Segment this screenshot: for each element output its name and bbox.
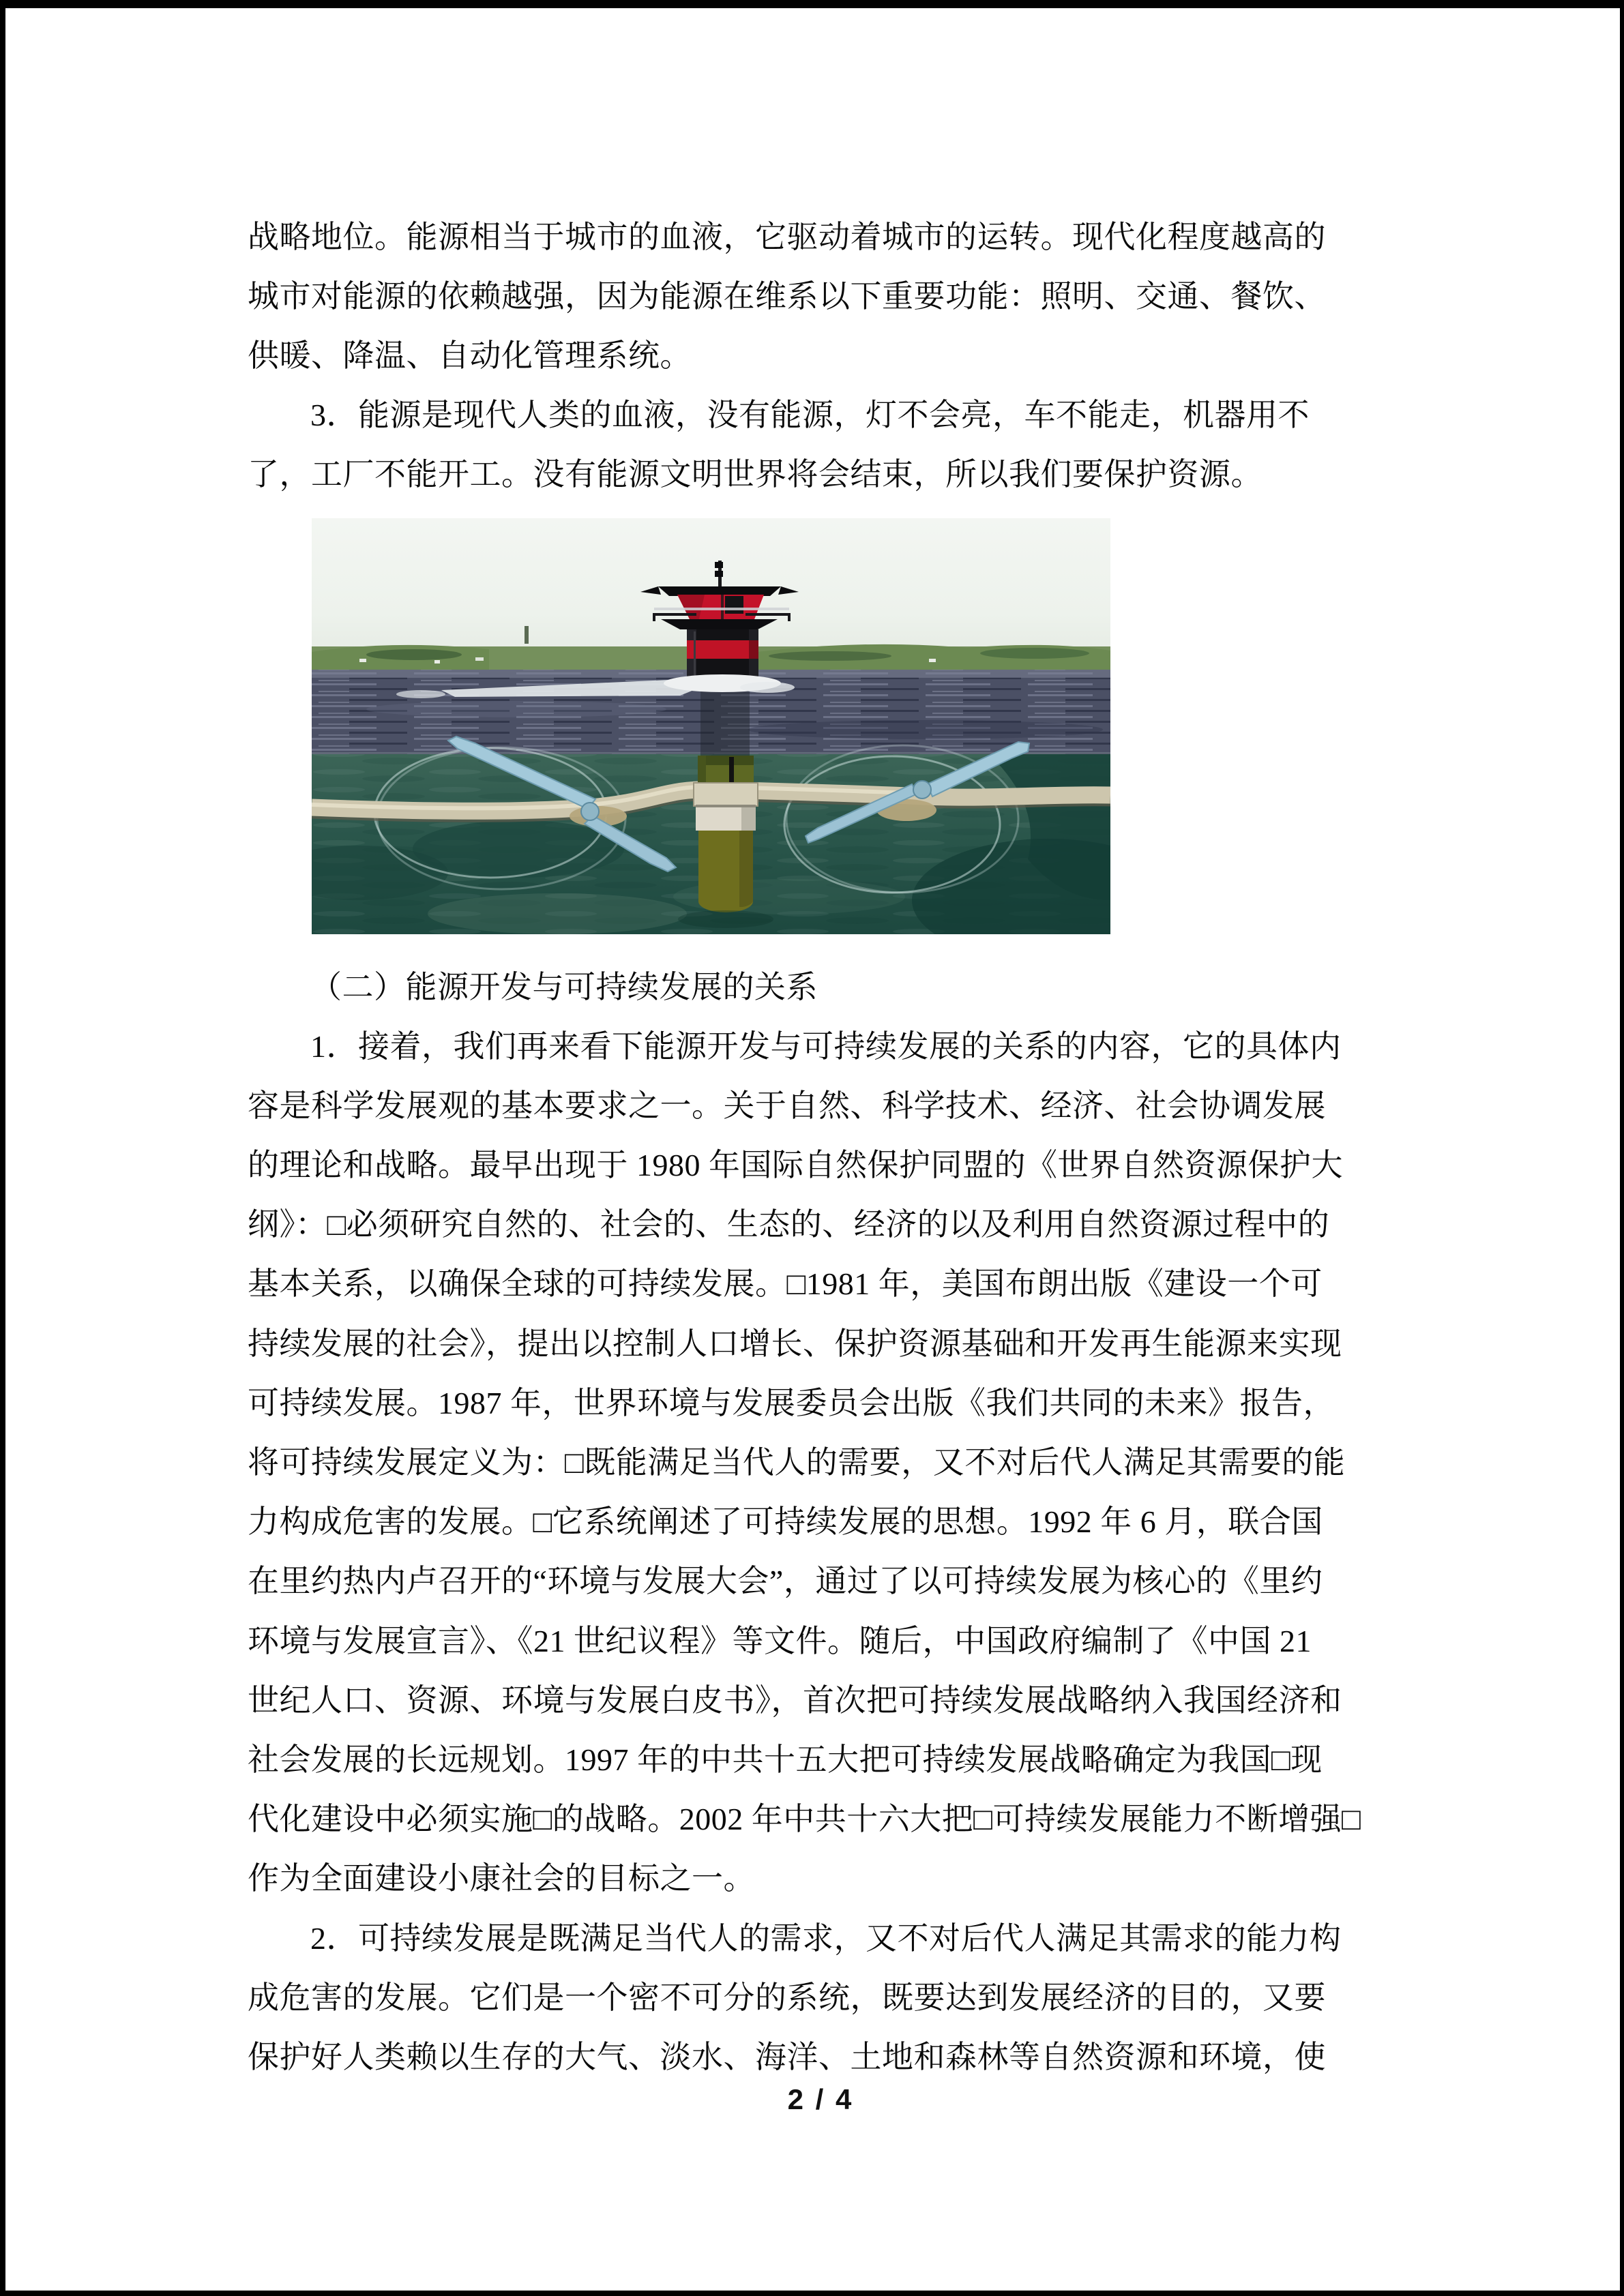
- buoy-pole-red-band: [687, 640, 758, 659]
- paragraph-block-1: [248, 205, 1393, 502]
- page-number: 2 / 4: [787, 2083, 854, 2115]
- figure-tidal-turbine: [312, 518, 1110, 934]
- text-line: 纲》：□必须研究自然的、社会的、生态的、经济的以及利用自然资源过程中的: [248, 1207, 1330, 1242]
- buoy-top-hat: [658, 586, 781, 596]
- text-line: 社会发展的长远规划。1997 年的中共十五大把可持续发展战略确定为我国□现: [248, 1742, 1323, 1777]
- text-line: 作为全面建设小康社会的目标之一。: [248, 1861, 755, 1896]
- text-line: 可持续发展。1987 年，世界环境与发展委员会出版《我们共同的未来》报告，: [248, 1385, 1335, 1420]
- rotor-left-hub: [581, 803, 599, 820]
- text-line: 2．可持续发展是既满足当代人的需求，又不对后代人满足其需求的能力构: [310, 1920, 1342, 1956]
- text-line: 供暖、降温、自动化管理系统。: [248, 338, 692, 373]
- document-page: [5, 8, 1620, 2291]
- pile-through-water: [700, 687, 750, 756]
- text-line: 了，工厂不能开工。没有能源文明世界将会结束，所以我们要保护资源。: [248, 457, 1263, 492]
- text-line: 1．接着，我们再来看下能源开发与可持续发展的关系的内容，它的具体内: [310, 1028, 1342, 1064]
- text-line: 保护好人类赖以生存的大气、淡水、海洋、土地和森林等自然资源和环境，使: [248, 2039, 1326, 2074]
- buoy-platform: [661, 619, 778, 629]
- tidal-turbine-illustration: [312, 518, 1110, 934]
- rotor-right-hub: [913, 781, 931, 799]
- text-line: 3．能源是现代人类的血液，没有能源，灯不会亮，车不能走，机器用不: [310, 398, 1310, 433]
- text-line: 世纪人口、资源、环境与发展白皮书》，首次把可持续发展战略纳入我国经济和: [248, 1682, 1342, 1718]
- text-line: 成危害的发展。它们是一个密不可分的系统，既要达到发展经济的目的，又要: [248, 1980, 1326, 2015]
- text-line: 力构成危害的发展。□它系统阐述了可持续发展的思想。1992 年 6 月，联合国: [248, 1504, 1323, 1540]
- text-line: （二）能源开发与可持续发展的关系: [310, 969, 818, 1004]
- text-line: 环境与发展宣言》、《21 世纪议程》等文件。随后，中国政府编制了《中国 21: [248, 1623, 1312, 1658]
- text-line: 城市对能源的依赖越强，因为能源在维系以下重要功能：照明、交通、餐饮、: [248, 278, 1326, 314]
- text-line: 的理论和战略。最早出现于 1980 年国际自然保护同盟的《世界自然资源保护大: [248, 1148, 1343, 1183]
- text-line: 战略地位。能源相当于城市的血液，它驱动着城市的运转。现代化程度越高的: [248, 219, 1326, 254]
- text-line: 代化建设中必须实施□的战略。2002 年中共十六大把□可持续发展能力不断增强□: [248, 1802, 1361, 1837]
- text-line: 基本关系，以确保全球的可持续发展。□1981 年，美国布朗出版《建设一个可: [248, 1266, 1323, 1302]
- paragraph-block-2: [248, 955, 1393, 2085]
- body-text: [248, 205, 1393, 2085]
- text-line: 在里约热内卢召开的“环境与发展大会”，通过了以可持续发展为核心的《里约: [248, 1564, 1323, 1599]
- text-line: 容是科学发展观的基本要求之一。关于自然、科学技术、经济、社会协调发展: [248, 1088, 1326, 1123]
- text-line: 持续发展的社会》，提出以控制人口增长、保护资源基础和开发再生能源来实现: [248, 1326, 1342, 1361]
- text-line: 将可持续发展定义为：□既能满足当代人的需要，又不对后代人满足其需要的能: [248, 1445, 1346, 1480]
